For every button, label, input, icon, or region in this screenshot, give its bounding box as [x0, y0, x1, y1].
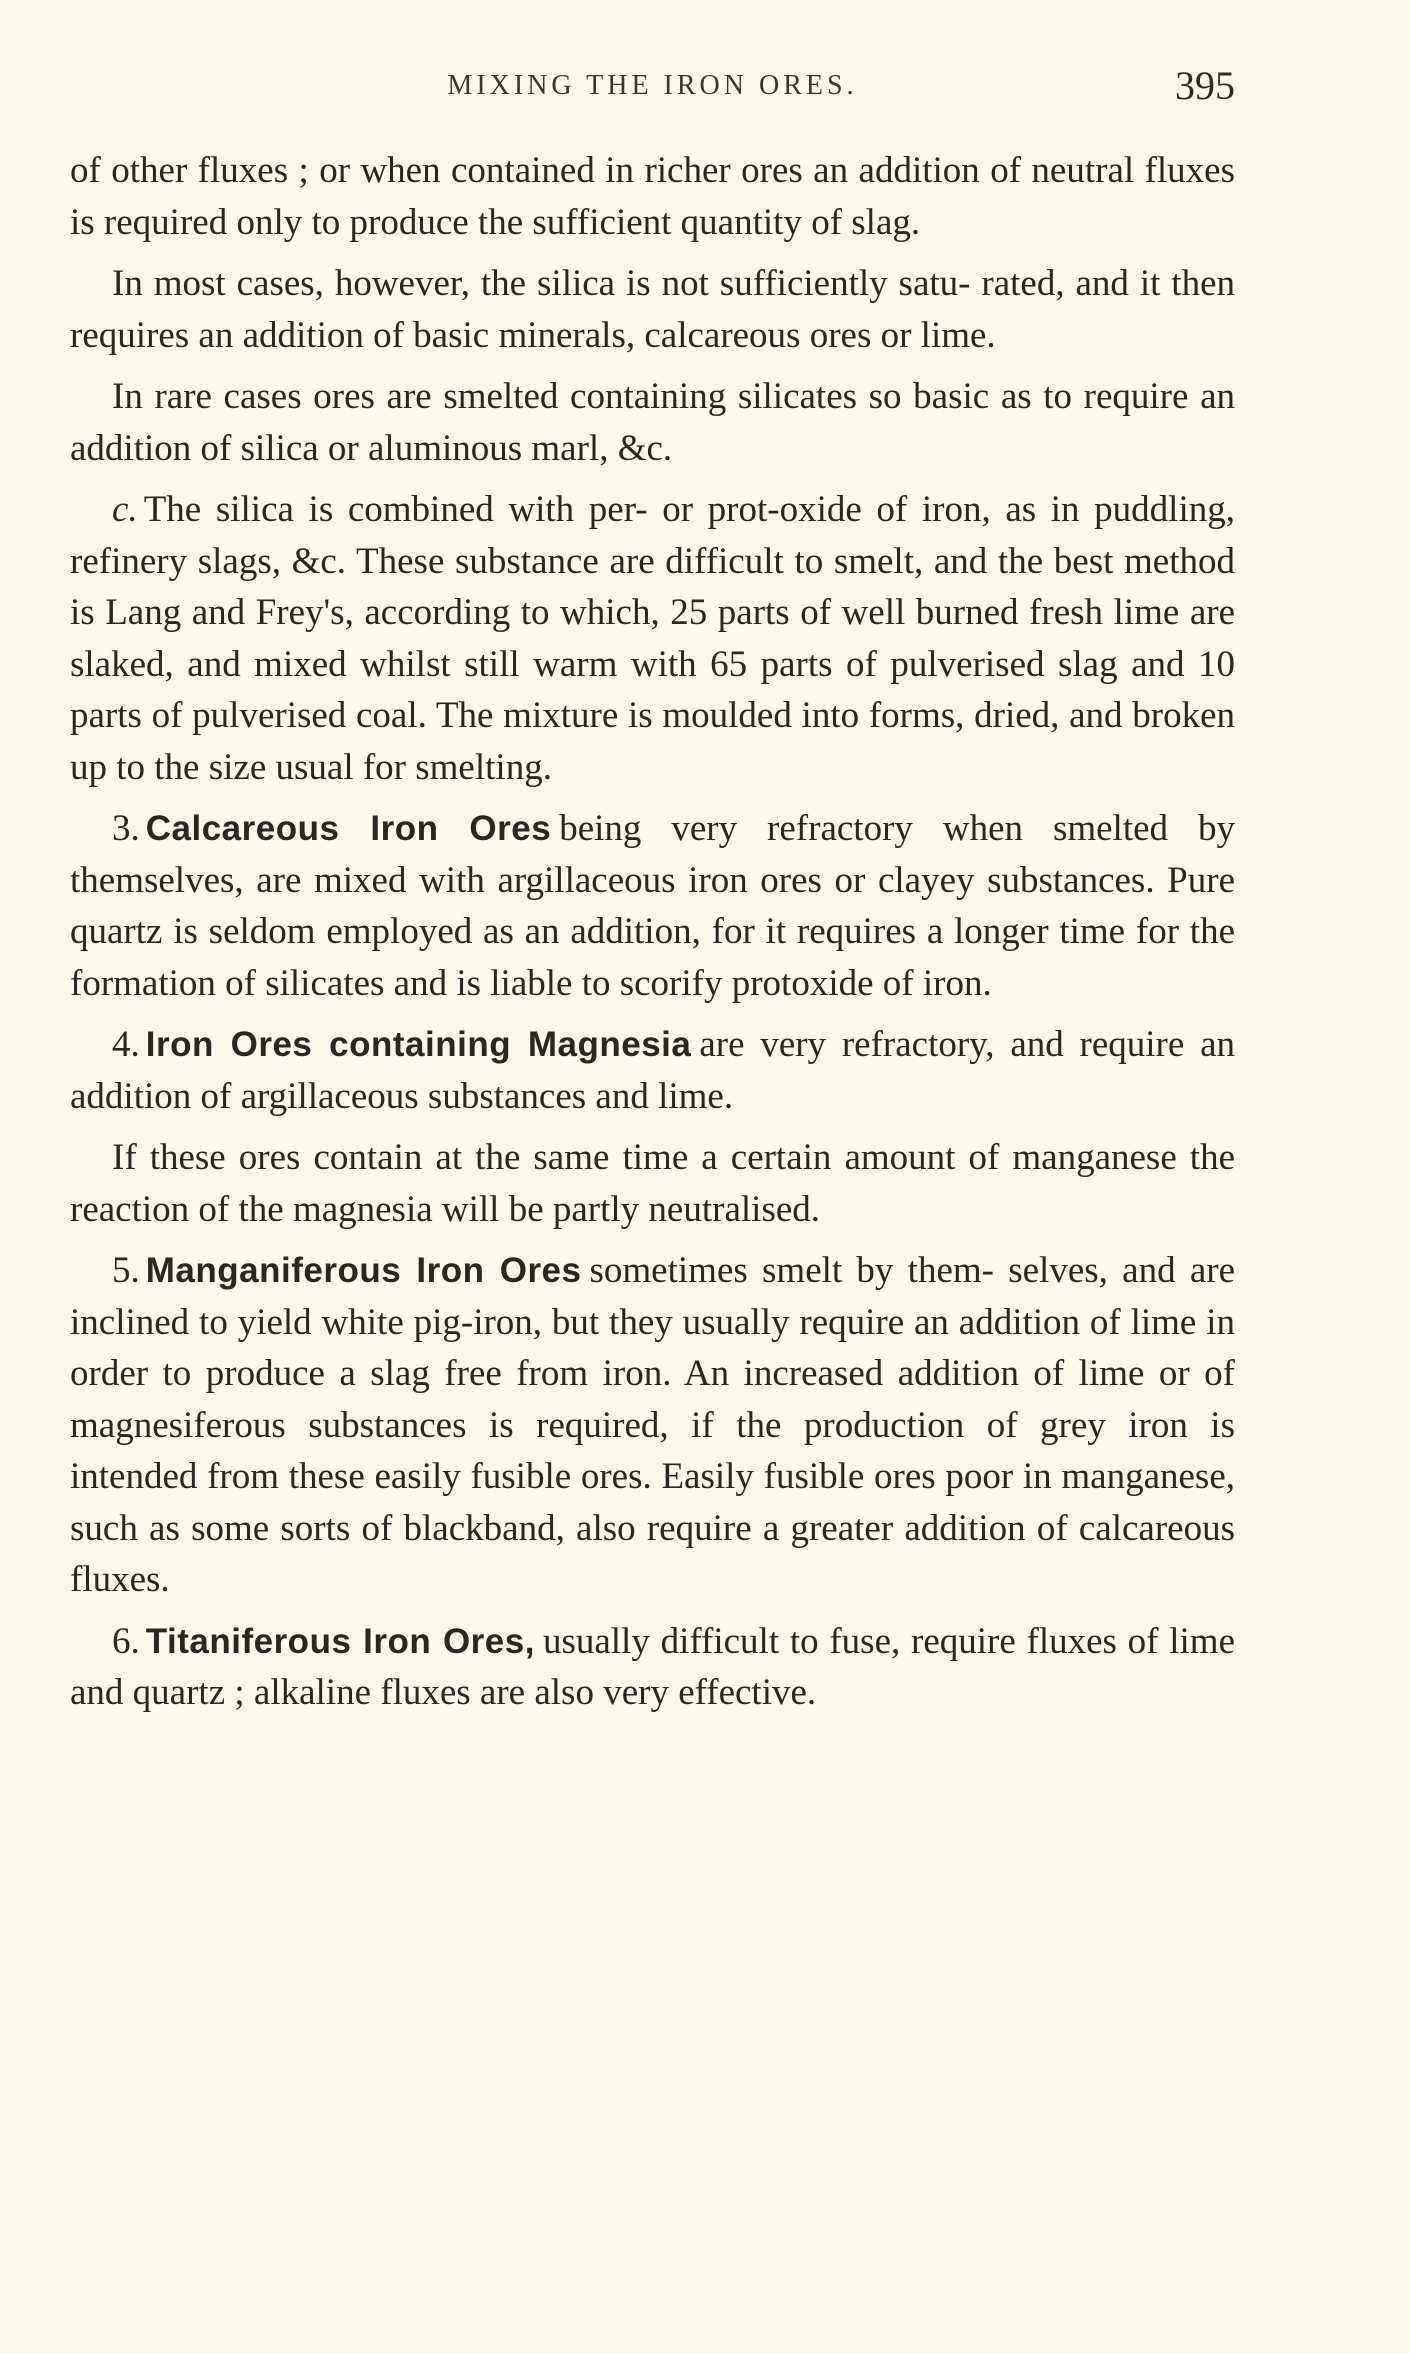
section-number: 5.	[112, 1250, 140, 1291]
paragraph-text: If these ores contain at the same time a certain amount of manganese the reaction of the magnesia will be partly neutralised.	[70, 1137, 1235, 1230]
paragraph	[70, 1132, 1235, 1235]
section-number: 4.	[112, 1024, 140, 1065]
section-paragraph	[70, 1245, 1235, 1606]
section-number: 6.	[112, 1620, 140, 1662]
section-paragraph	[70, 1019, 1235, 1122]
paragraph	[70, 258, 1235, 361]
running-head	[70, 62, 1235, 122]
paragraph-text: usually difficult to fuse, require fluxes of lime and quartz ; alkaline fluxes are also very effective.	[70, 1620, 1235, 1713]
paragraph-text: The silica is combined with per- or prot-oxide of iron, as in puddling, refinery slags, &c. These substance are difficult to smelt, and the best method is Lang and Frey's, according to which, 25 parts of well burned fresh lime are slaked, and mixed whilst still warm with 65 parts of pulverised slag and 10 parts of pulverised coal. The mixture is moulded into forms, dried, and broken up to the size usual for smelting.	[70, 489, 1235, 788]
paragraph-text: of other fluxes ; or when contained in richer ores an addition of neutral fluxes is required only to produce the sufficient quantity of slag.	[70, 150, 1235, 243]
paragraph-text: In most cases, however, the silica is not sufficiently satu- rated, and it then requires an addition of basic minerals, calcareous ores or lime.	[70, 263, 1235, 356]
paragraph-text: sometimes smelt by them- selves, and are inclined to yield white pig-iron, but they usually require an addition of lime in order to produce a slag free from iron. An increased addition of lime or of magnesiferous substances is required, if the production of grey iron is intended from these easily fusible ores. Easily fusible ores poor in manganese, such as some sorts of blackband, also require a greater addition of calcareous fluxes.	[70, 1250, 1235, 1600]
body-text	[70, 145, 1235, 1719]
paragraph	[70, 371, 1235, 474]
section-number: 3.	[112, 808, 140, 849]
section-heading: Manganiferous Iron Ores	[145, 1251, 582, 1290]
paragraph-text: being very refractory when smelted by themselves, are mixed with argillaceous iron ores or clayey substances. Pure quartz is seldom employed as an addition, for it requires a longer time for the formation of silicates and is liable to scorify protoxide of iron.	[70, 808, 1235, 1004]
item-marker: c.	[112, 489, 138, 530]
paragraph	[70, 145, 1235, 248]
section-paragraph	[70, 1616, 1235, 1719]
section-heading: Iron Ores containing Magnesia	[145, 1025, 692, 1064]
paragraph	[70, 484, 1235, 793]
section-heading: Titaniferous Iron Ores,	[145, 1621, 535, 1661]
section-heading: Calcareous Iron Ores	[145, 809, 552, 848]
paragraph-text: In rare cases ores are smelted containing silicates so basic as to require an addition of silica or aluminous marl, &c.	[70, 376, 1235, 469]
running-title: MIXING THE IRON ORES.	[447, 70, 858, 101]
section-paragraph	[70, 803, 1235, 1009]
page-number: 395	[1175, 63, 1235, 108]
paragraph-text: are very refractory, and require an addition of argillaceous substances and lime.	[70, 1024, 1236, 1117]
